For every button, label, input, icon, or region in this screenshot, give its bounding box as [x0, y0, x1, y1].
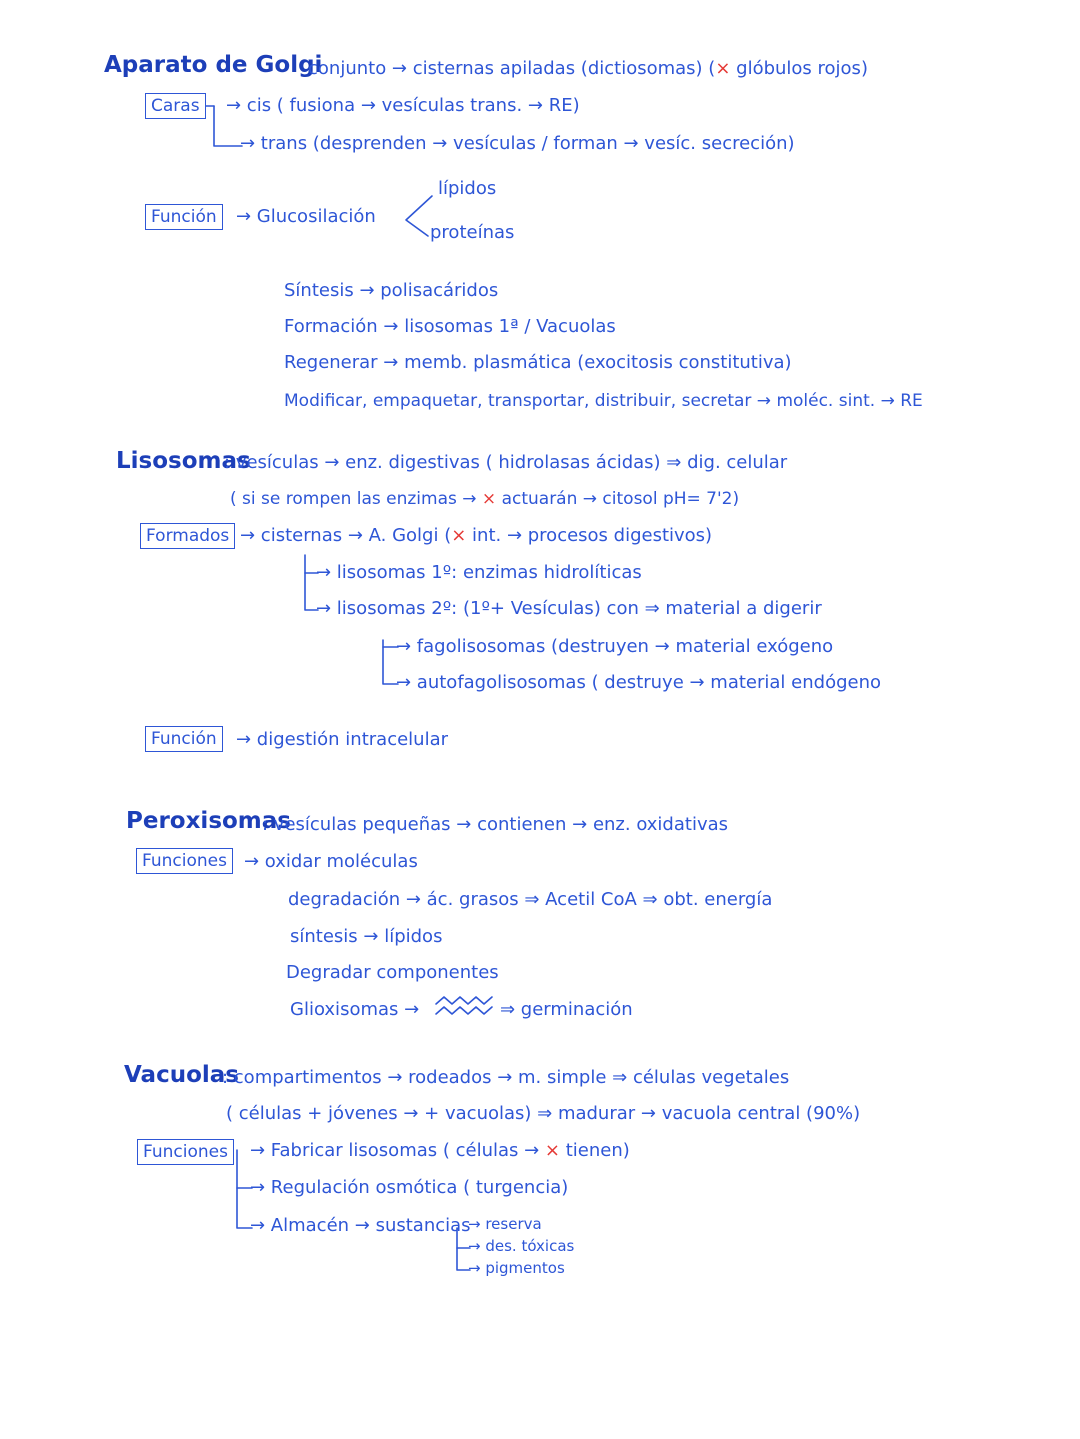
fagolisosomas: → fagolisosomas (destruyen → material exógeno: [396, 636, 834, 657]
vacuolas-description: : compartimentos → rodeados → m. simple ⇒ células vegetales: [222, 1067, 790, 1088]
cross-mark: ×: [715, 58, 731, 79]
golgi-item: Regenerar → memb. plasmática (exocitosis constitutiva): [284, 352, 792, 373]
peroxisomas-funciones-box: Funciones: [136, 848, 233, 874]
almacen: → Almacén → sustancias: [250, 1215, 471, 1236]
cross-mark: ×: [544, 1140, 561, 1161]
lipidos: lípidos: [438, 178, 497, 199]
lisosomas-description: : vesículas → enz. digestivas ( hidrolasas ácidas) ⇒ dig. celular: [224, 452, 788, 473]
peroxisomas-description: : vesículas pequeñas → contienen → enz. oxidativas: [262, 814, 729, 835]
lisosomas-primarios: → lisosomas 1º: enzimas hidrolíticas: [316, 562, 642, 583]
vacuolas-note: ( células + jóvenes → + vacuolas) ⇒ madurar → vacuola central (90%): [226, 1103, 861, 1124]
lisosomas-funcion-box: Función: [145, 726, 223, 752]
autofagolisosomas: → autofagolisosomas ( destruye → material endógeno: [396, 672, 881, 693]
golgi-item: Formación → lisosomas 1ª / Vacuolas: [284, 316, 616, 337]
sustancia-item: → reserva: [468, 1215, 542, 1233]
germinacion: ⇒ germinación: [500, 999, 633, 1020]
glucosilacion-fork: [406, 196, 432, 236]
golgi-item: Síntesis → polisacáridos: [284, 280, 499, 301]
sustancia-item: → des. tóxicas: [468, 1237, 575, 1255]
golgi-item: Modificar, empaquetar, transportar, distribuir, secretar → moléc. sint. → RE: [284, 391, 923, 411]
lisosomas-secundarios: → lisosomas 2º: (1º+ Vesículas) con ⇒ material a digerir: [316, 598, 822, 619]
golgi-cis: → cis ( fusiona → vesículas trans. → RE): [226, 95, 580, 116]
golgi-funcion-box: Función: [145, 204, 223, 230]
zigzag-squiggle-bottom: [436, 1007, 492, 1014]
formados-box: Formados: [140, 523, 235, 549]
lisosomas-title: Lisosomas: [116, 448, 251, 474]
lisosomas-note: ( si se rompen las enzimas → × actuarán → citosol pH= 7'2): [230, 489, 740, 509]
caras-box: Caras: [145, 93, 206, 119]
glucosilacion: → Glucosilación: [236, 206, 376, 227]
peroxisomas-item: Degradar componentes: [286, 962, 499, 983]
cross-mark: ×: [481, 489, 497, 509]
golgi-description: conjunto → cisternas apiladas (dictiosomas) (× glóbulos rojos): [308, 58, 868, 79]
golgi-trans: → trans (desprenden → vesículas / forman → vesíc. secreción): [240, 133, 795, 154]
proteinas: proteínas: [430, 222, 515, 243]
formados-text: → cisternas → A. Golgi (× int. → procesos digestivos): [240, 525, 713, 546]
oxidar: → oxidar moléculas: [244, 851, 418, 872]
glioxisomas: Glioxisomas →: [290, 999, 420, 1020]
regulacion-osmotica: → Regulación osmótica ( turgencia): [250, 1177, 569, 1198]
vacuolas-funciones-box: Funciones: [137, 1139, 234, 1165]
peroxisomas-item: degradación → ác. grasos ⇒ Acetil CoA ⇒ obt. energía: [288, 889, 773, 910]
sustancia-item: → pigmentos: [468, 1259, 565, 1277]
peroxisomas-title: Peroxisomas: [126, 808, 291, 834]
fabricar-lisosomas: → Fabricar lisosomas ( células → × tienen): [250, 1140, 630, 1161]
vacuolas-title: Vacuolas: [124, 1062, 239, 1088]
lisosomas-funcion: → digestión intracelular: [236, 729, 449, 750]
zigzag-squiggle-top: [436, 997, 492, 1004]
peroxisomas-item: síntesis → lípidos: [290, 926, 443, 947]
golgi-title: Aparato de Golgi: [104, 52, 323, 78]
cross-mark: ×: [451, 525, 467, 546]
